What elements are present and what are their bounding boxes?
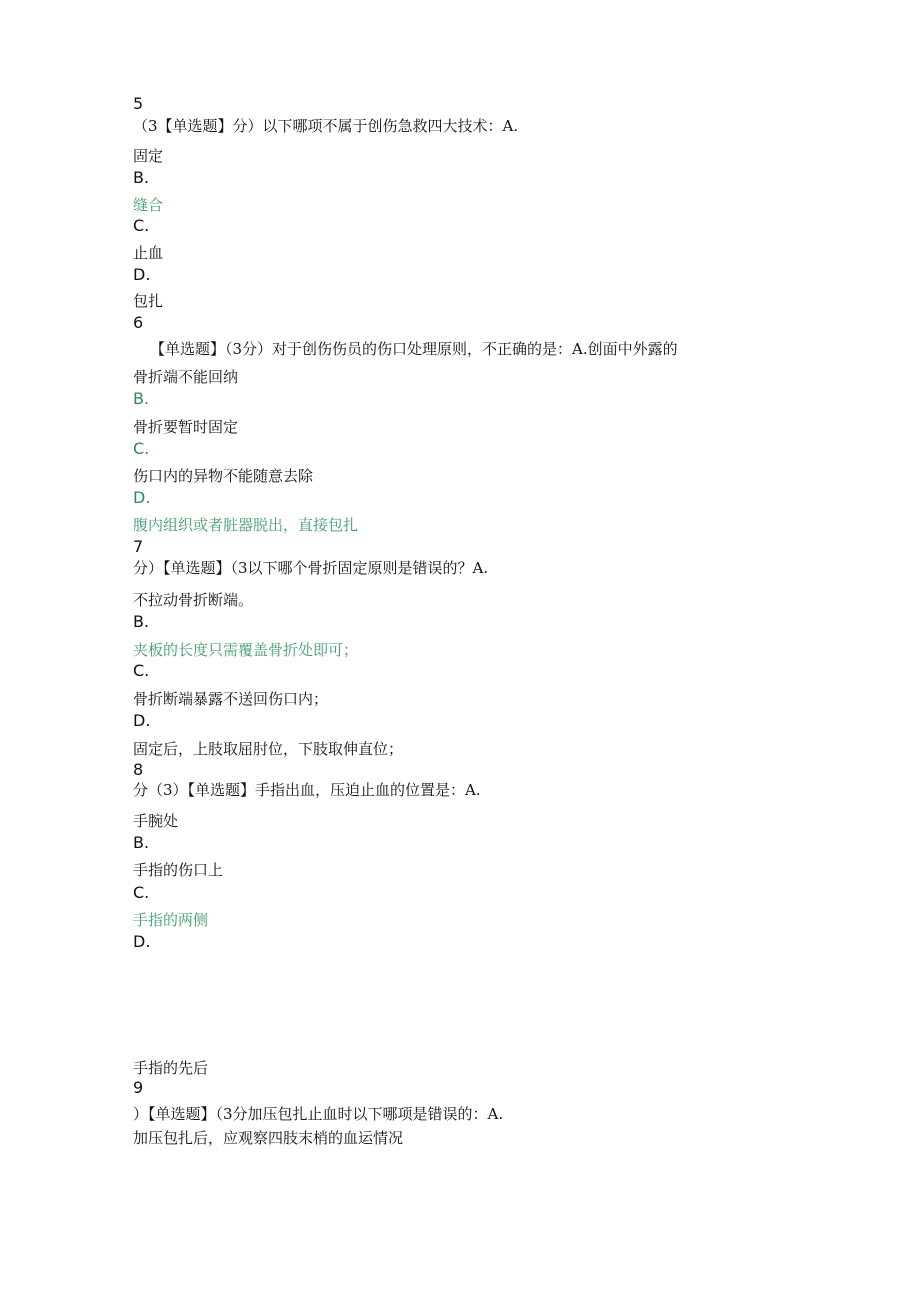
option-text: 加压包扎后，应观察四肢末梢的血运情况 xyxy=(133,1129,404,1147)
option-label: B. xyxy=(133,612,150,631)
option-label: B. xyxy=(133,389,150,408)
option-label: D. xyxy=(133,488,151,507)
option-text: 骨折要暂时固定 xyxy=(133,418,239,436)
question-number: 6 xyxy=(133,313,144,332)
option-text: 手指的先后 xyxy=(133,1059,209,1077)
option-text: 骨折端不能回纳 xyxy=(133,368,239,386)
question-stem: 【单选题】（3分）对于创伤伤员的伤口处理原则，不正确的是：A.创面中外露的 xyxy=(150,340,678,358)
option-label: C. xyxy=(133,661,150,680)
option-text: 止血 xyxy=(133,244,164,262)
question-stem: 分）【单选题】（3以下哪个骨折固定原则是错误的？A. xyxy=(133,559,489,577)
option-text: 固定后，上肢取屈肘位，下肢取伸直位； xyxy=(133,740,404,758)
option-text: 包扎 xyxy=(133,292,164,310)
question-stem: （3【单选题】分）以下哪项不属于创伤急救四大技术：A. xyxy=(133,117,519,135)
question-stem: ）【单选题】（3分加压包扎止血时以下哪项是错误的：A. xyxy=(133,1105,504,1123)
option-text: 不拉动骨折断端。 xyxy=(133,591,254,609)
option-text: 骨折断端暴露不送回伤口内； xyxy=(133,690,329,708)
option-text-answer: 腹内组织或者脏器脱出，直接包扎 xyxy=(133,516,359,534)
option-label: B. xyxy=(133,168,150,187)
option-text-answer: 夹板的长度只需覆盖骨折处即可； xyxy=(133,641,359,659)
question-number: 7 xyxy=(133,537,144,556)
option-label: C. xyxy=(133,439,150,458)
option-label: C. xyxy=(133,883,150,902)
option-text: 伤口内的异物不能随意去除 xyxy=(133,467,314,485)
option-label: D. xyxy=(133,711,151,730)
option-text-answer: 手指的两侧 xyxy=(133,911,209,929)
option-label: D. xyxy=(133,932,151,951)
option-label: B. xyxy=(133,833,150,852)
option-text: 固定 xyxy=(133,147,164,165)
question-stem: 分（3）【单选题】手指出血，压迫止血的位置是：A. xyxy=(133,781,481,799)
option-label: C. xyxy=(133,216,150,235)
option-label: D. xyxy=(133,265,151,284)
question-number: 5 xyxy=(133,94,144,113)
option-text: 手腕处 xyxy=(133,812,179,830)
question-number: 8 xyxy=(133,760,144,779)
option-text: 手指的伤口上 xyxy=(133,861,224,879)
option-text-answer: 缝合 xyxy=(133,196,164,214)
question-number: 9 xyxy=(133,1078,144,1097)
